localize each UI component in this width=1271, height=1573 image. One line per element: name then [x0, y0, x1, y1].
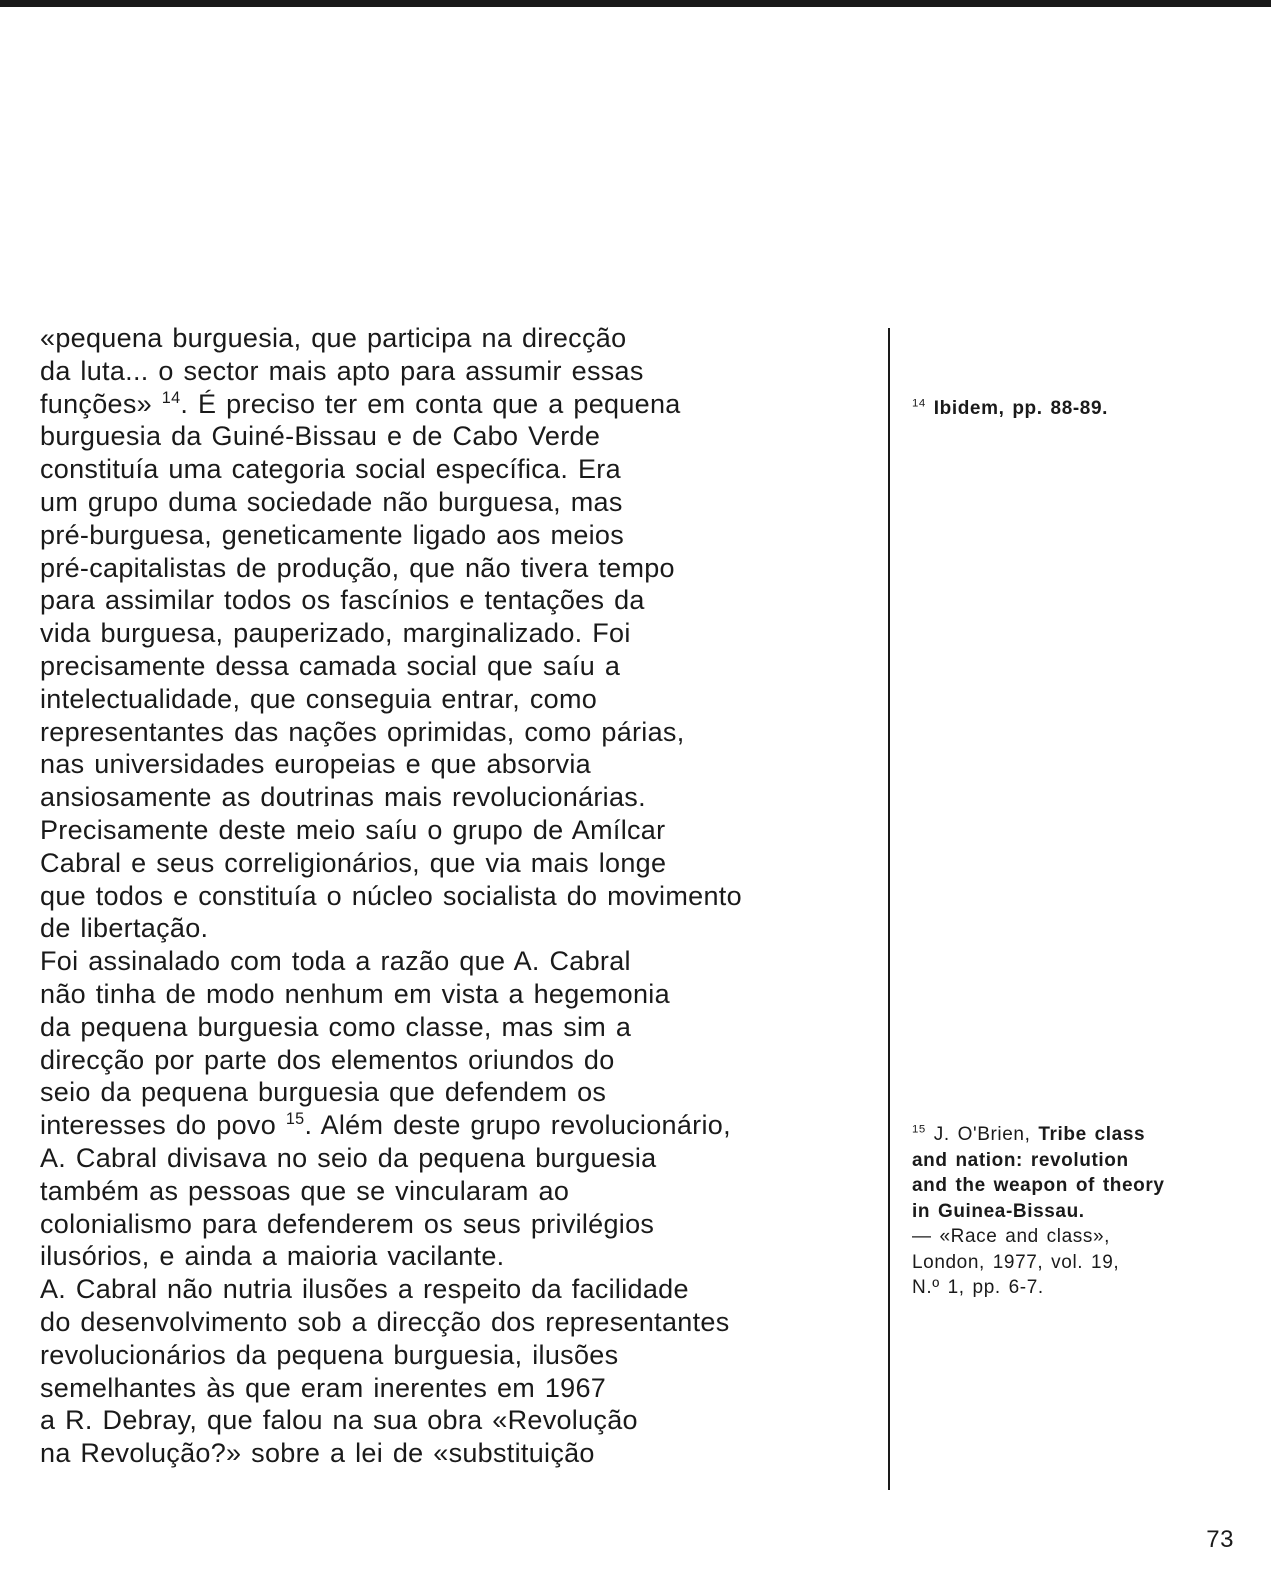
- text-line: seio da pequena burguesia que defendem os: [40, 1077, 607, 1108]
- note-15-title: and nation: revolution: [912, 1149, 1129, 1171]
- note-line: [912, 1122, 1242, 1148]
- note-14-text: Ibidem, pp. 88-89.: [933, 398, 1108, 419]
- text-line: do desenvolvimento sob a direcção dos representantes: [40, 1306, 730, 1337]
- page-number: 73: [1206, 1526, 1234, 1553]
- text-line: burguesia da Guiné-Bissau e de Cabo Verde: [40, 421, 601, 452]
- note-15-source: N.º 1, pp. 6-7.: [912, 1277, 1044, 1298]
- note-15-title: and the weapon of theory: [912, 1175, 1165, 1196]
- side-note-14: [912, 396, 1242, 422]
- text-line: vida burguesa, pauperizado, marginalizado. Foi: [40, 618, 631, 649]
- text-line: [40, 1109, 880, 1142]
- text-line: Foi assinalado com toda a razão que A. Cabral: [40, 946, 631, 977]
- text-line: Precisamente deste meio saíu o grupo de Amílcar: [40, 814, 666, 845]
- text-line: pré-capitalistas de produção, que não tivera tempo: [40, 552, 675, 583]
- text-line: nas universidades europeias e que absorvia: [40, 749, 591, 780]
- text-line: ilusórios, e ainda a maioria vacilante.: [40, 1241, 505, 1272]
- text-line: revolucionários da pequena burguesia, ilusões: [40, 1339, 619, 1370]
- column-divider-rule: [888, 328, 890, 1490]
- note-15-source: London, 1977, vol. 19,: [912, 1251, 1120, 1273]
- text-line: A. Cabral divisava no seio da pequena burguesia: [40, 1142, 657, 1173]
- text-line: não tinha de modo nenhum em vista a hegemonia: [40, 978, 670, 1009]
- text-line: colonialismo para defenderem os seus privilégios: [40, 1208, 655, 1239]
- note-line: [912, 396, 1242, 422]
- text-line: da luta... o sector mais apto para assumir essas: [40, 355, 644, 386]
- text-fragment: funções»: [40, 388, 162, 419]
- top-border-rule: [0, 0, 1271, 7]
- text-line: constituía uma categoria social específica. Era: [40, 454, 621, 485]
- note-15-author: J. O'Brien,: [933, 1124, 1039, 1145]
- text-fragment: interesses do povo: [40, 1110, 286, 1141]
- footnote-ref-15: 15: [285, 1110, 305, 1129]
- note-marker-15: 15: [912, 1123, 926, 1136]
- text-line: «pequena burguesia, que participa na direcção: [40, 323, 627, 353]
- text-line: na Revolução?» sobre a lei de «substituição: [40, 1438, 595, 1469]
- text-line: também as pessoas que se vincularam ao: [40, 1175, 570, 1206]
- text-line: representantes das nações oprimidas, como párias,: [40, 716, 685, 747]
- text-fragment: . Além deste grupo revolucionário,: [304, 1110, 731, 1141]
- text-line: semelhantes às que eram inerentes em 1967: [40, 1372, 607, 1403]
- side-note-15: [912, 1122, 1242, 1301]
- text-line: precisamente dessa camada social que saíu a: [40, 650, 621, 681]
- text-line: a R. Debray, que falou na sua obra «Revolução: [40, 1405, 638, 1436]
- text-line: da pequena burguesia como classe, mas sim a: [40, 1011, 632, 1042]
- footnote-ref-14: 14: [161, 388, 181, 407]
- text-line: [40, 388, 880, 421]
- note-15-title: in Guinea-Bissau.: [912, 1200, 1085, 1222]
- note-15-title: Tribe class: [1038, 1124, 1146, 1145]
- text-line: pré-burguesa, geneticamente ligado aos meios: [40, 519, 625, 550]
- text-line: que todos e constituía o núcleo socialista do movimento: [40, 880, 742, 911]
- main-text-column: [40, 322, 880, 1470]
- text-fragment: . É preciso ter em conta que a pequena: [180, 388, 681, 419]
- text-line: ansiosamente as doutrinas mais revolucionárias.: [40, 782, 646, 813]
- note-marker-14: 14: [912, 397, 926, 410]
- text-line: direcção por parte dos elementos oriundos do: [40, 1044, 615, 1075]
- text-line: Cabral e seus correligionários, que via mais longe: [40, 847, 667, 878]
- text-line: A. Cabral não nutria ilusões a respeito da facilidade: [40, 1274, 689, 1305]
- text-line: um grupo duma sociedade não burguesa, mas: [40, 486, 623, 517]
- note-15-source: — «Race and class»,: [912, 1226, 1110, 1247]
- text-line: de libertação.: [40, 913, 209, 944]
- text-line: para assimilar todos os fascínios e tentações da: [40, 585, 645, 616]
- text-line: intelectualidade, que conseguia entrar, como: [40, 683, 598, 714]
